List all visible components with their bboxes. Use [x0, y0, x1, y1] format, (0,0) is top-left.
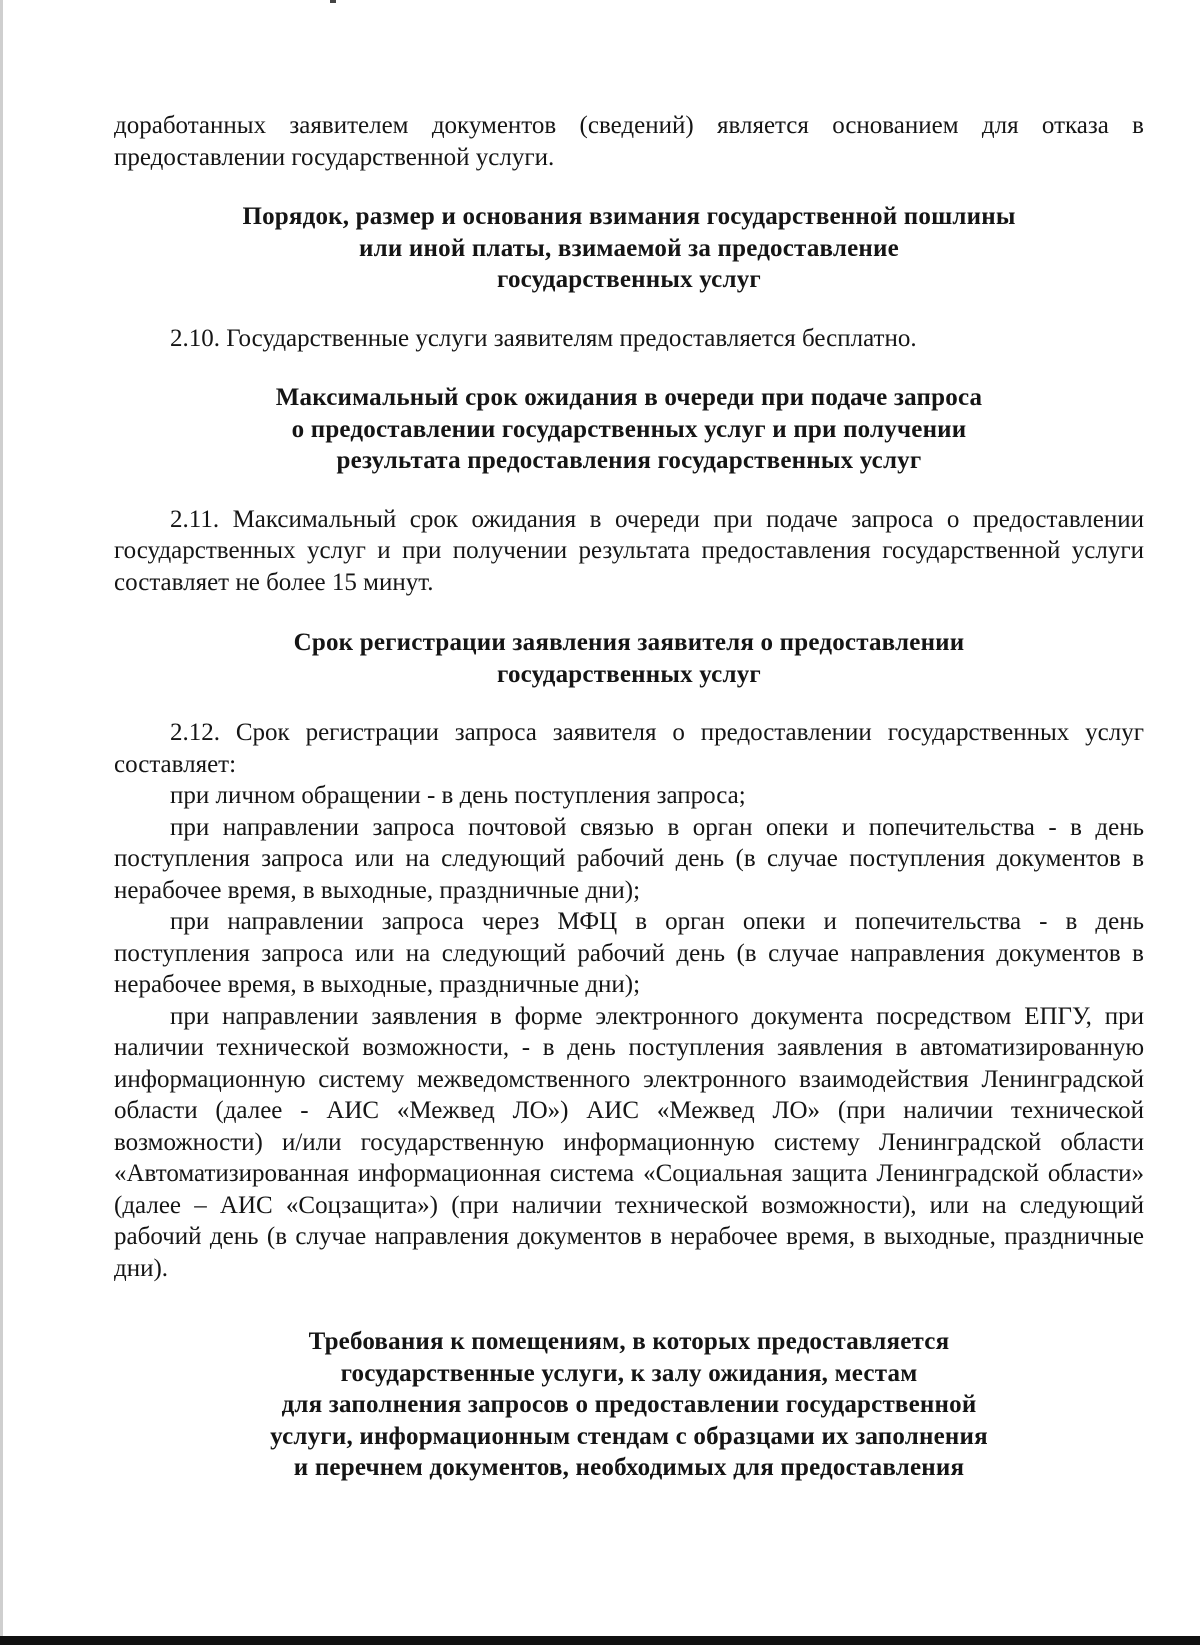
heading-line: государственных услуг	[497, 660, 761, 688]
paragraph-electronic: при направлении заявления в форме электронного документа посредством ЕПГУ, при наличии технической возможности, - в день поступления заявления в автоматизированную информационную систему межведомственного электронного взаимодействия Ленинградской области (далее - АИС «Межвед ЛО») АИС «Межвед ЛО» (при наличии технической возможности) и/или государственную информационную систему Ленинградской области «Автоматизированная информационная система «Социальная защита Ленинградской области» (далее – АИС «Соцзащита») (при наличии технической возможности), или на следующий рабочий день (в случае направления документов в нерабочее время, в выходные, праздничные дни).	[114, 1002, 1144, 1282]
heading-line: Максимальный срок ожидания в очереди при подаче запроса	[275, 384, 983, 411]
paragraph-personal-visit: при личном обращении - в день поступления запроса;	[170, 782, 746, 809]
heading-fees	[114, 201, 1144, 296]
heading-line: Требования к помещениям, в которых предоставляется	[308, 1328, 950, 1355]
paragraph-2-10: 2.10. Государственные услуги заявителям предоставляется бесплатно.	[170, 324, 917, 352]
paragraph-2-12: 2.12. Срок регистрации запроса заявителя о предоставлении государственных услуг составляет:	[114, 719, 1144, 778]
document-body	[114, 110, 1144, 1484]
heading-line: Порядок, размер и основания взимания государственной пошлины	[242, 203, 1016, 230]
heading-premises	[114, 1326, 1144, 1484]
scan-bottom-edge	[0, 1636, 1200, 1645]
heading-line: государственных услуг	[497, 266, 761, 293]
scan-left-edge	[0, 0, 3, 1645]
heading-line: Срок регистрации заявления заявителя о предоставлении	[293, 629, 965, 656]
heading-line: о предоставлении государственных услуг и при получении	[291, 415, 967, 443]
heading-line: для заполнения запросов о предоставлении государственной	[281, 1391, 977, 1418]
heading-registration	[114, 627, 1144, 690]
paragraph-2-11: 2.11. Максимальный срок ожидания в очереди при подаче запроса о предоставлении государственных услуг и при получении результата предоставления государственной услуги составляет не более 15 минут.	[114, 505, 1144, 596]
intro-paragraph: доработанных заявителем документов (сведений) является основанием для отказа в предоставлении государственной услуги.	[114, 112, 1144, 171]
scan-speck	[330, 0, 336, 3]
heading-line: или иной платы, взимаемой за предоставление	[359, 234, 899, 262]
heading-line: государственные услуги, к залу ожидания, местам	[340, 1359, 918, 1387]
paragraph-postal: при направлении запроса почтовой связью в орган опеки и попечительства - в день поступления запроса или на следующий рабочий день (в случае поступления документов в нерабочее время, в выходные, праздничные дни);	[114, 813, 1144, 904]
heading-line: услуги, информационным стендам с образцами их заполнения	[270, 1422, 988, 1450]
heading-waiting-time	[114, 382, 1144, 477]
paragraph-mfc: при направлении запроса через МФЦ в орган опеки и попечительства - в день поступления запроса или на следующий рабочий день (в случае направления документов в нерабочее время, в выходные, праздничные дни);	[114, 908, 1144, 998]
heading-line: и перечнем документов, необходимых для предоставления	[293, 1454, 965, 1481]
heading-line: результата предоставления государственных услуг	[336, 447, 922, 474]
